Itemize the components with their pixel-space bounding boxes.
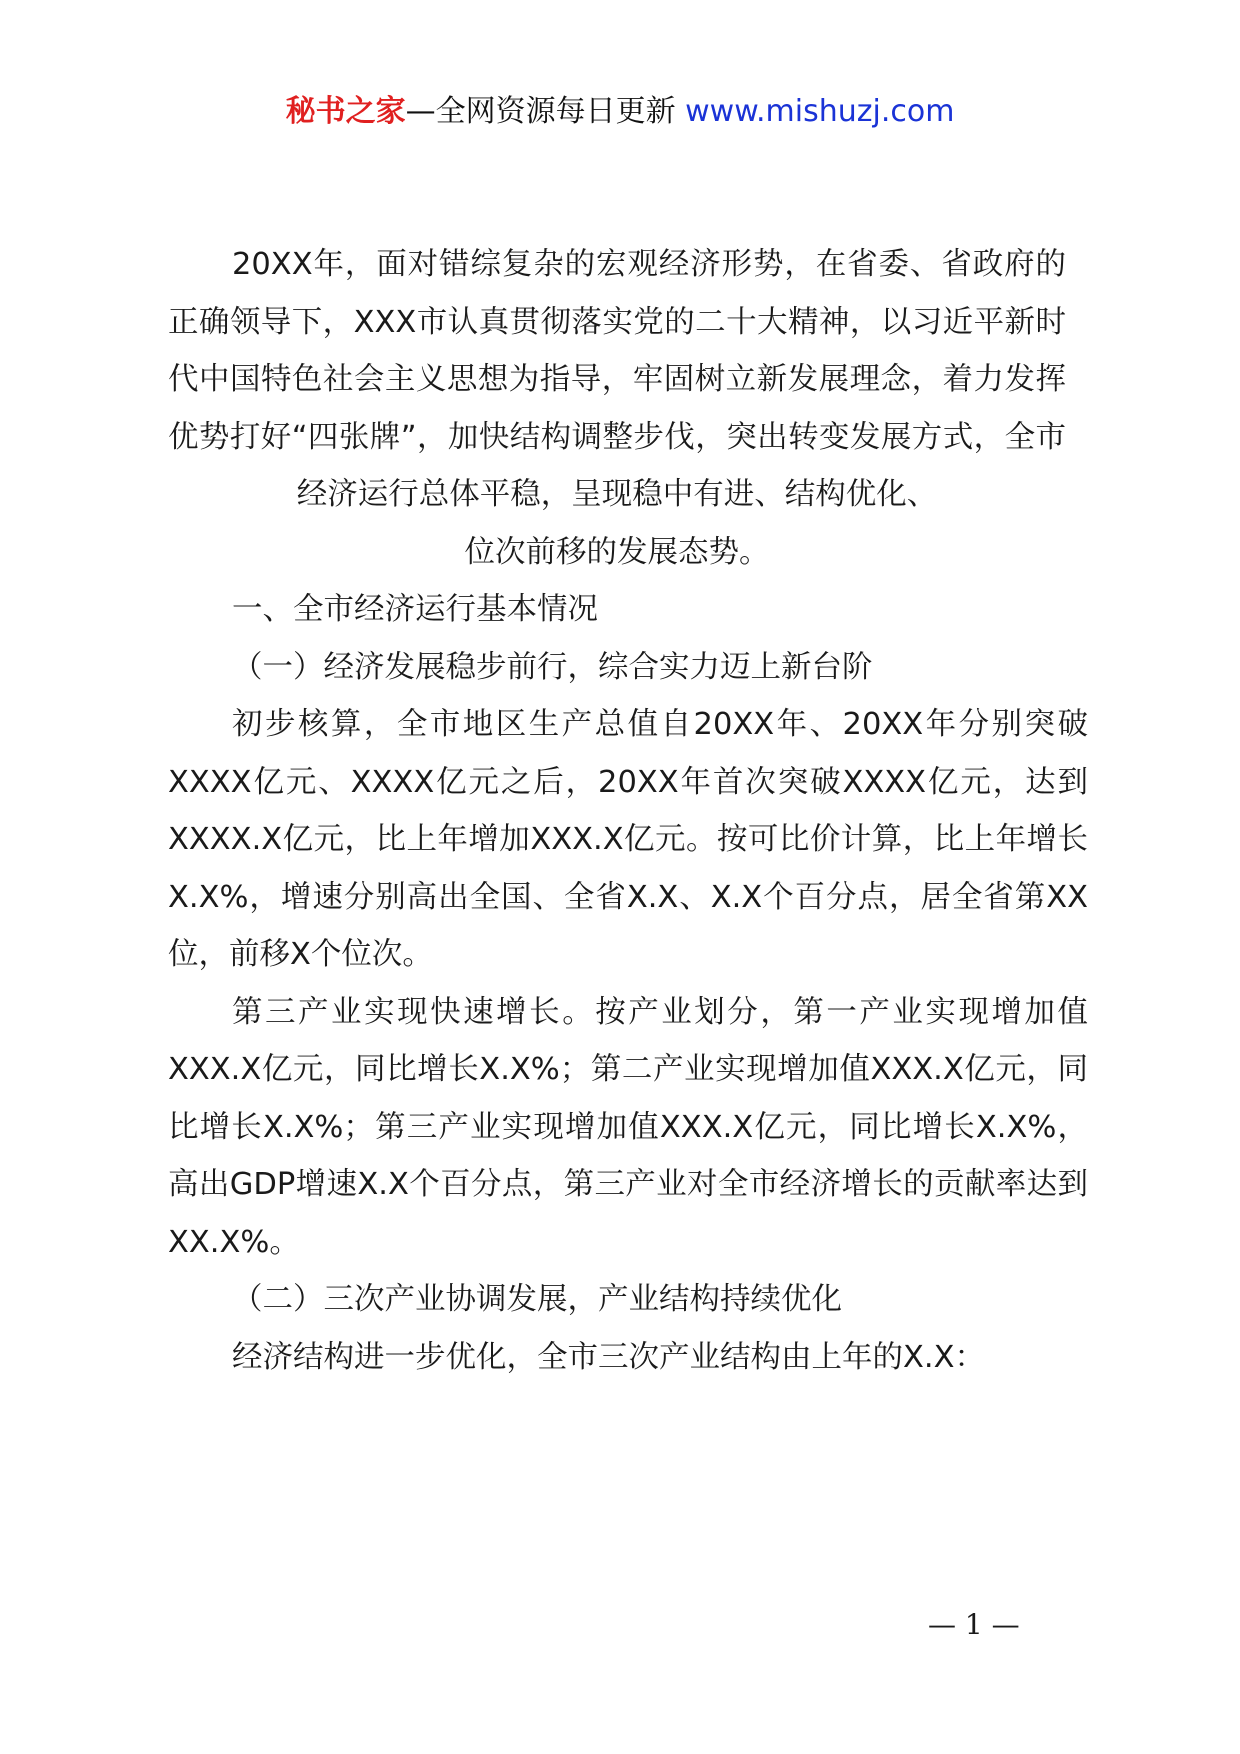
subsection-heading-1: （一）经济发展稳步前行，综合实力迈上新台阶	[232, 649, 873, 685]
intro-paragraph	[168, 236, 1088, 581]
header-tagline: —全网资源每日更新	[405, 94, 686, 129]
brand-name: 秘书之家	[285, 94, 406, 129]
website-url[interactable]: www.mishuzj.com	[685, 94, 955, 129]
page-number: — 1 —	[928, 1608, 1020, 1641]
section-heading: 一、全市经济运行基本情况	[232, 592, 598, 627]
subsection-heading-2: （二）三次产业协调发展，产业结构持续优化	[232, 1282, 842, 1317]
intro-text: 20XX年，面对错综复杂的宏观经济形势，在省委、省政府的正确领导下，XXX市认真贯彻落实党的二十大精神，以习近平新时代中国特色社会主义思想为指导，牢固树立新发展理念，着力发挥优势打好“四张牌”，加快结构调整步伐，突出转变发展方式，全市经济运行总体平稳，呈现稳中有进、结构优化、	[168, 247, 1066, 512]
document-body	[168, 236, 1088, 1386]
body-paragraph-3: 经济结构进一步优化，全市三次产业结构由上年的X.X：	[232, 1339, 985, 1375]
intro-text-tail: 位次前移的发展态势。	[464, 534, 770, 570]
body-paragraph-2: 第三产业实现快速增长。按产业划分，第一产业实现增加值XXX.X亿元，同比增长X.X%；第二产业实现增加值XXX.X亿元，同比增长X.X%；第三产业实现增加值XXX.X亿元，同比增长X.X%，高出GDP增速X.X个百分点，第三产业对全市经济增长的贡献率达到XX.X%。	[168, 994, 1088, 1260]
document-header	[0, 92, 1240, 132]
body-paragraph-1: 初步核算，全市地区生产总值自20XX年、20XX年分别突破XXXX亿元、XXXX亿元之后，20XX年首次突破XXXX亿元，达到XXXX.X亿元，比上年增加XXX.X亿元。按可比价计算，比上年增长X.X%，增速分别高出全国、全省X.X、X.X个百分点，居全省第XX位，前移X个位次。	[168, 707, 1088, 972]
